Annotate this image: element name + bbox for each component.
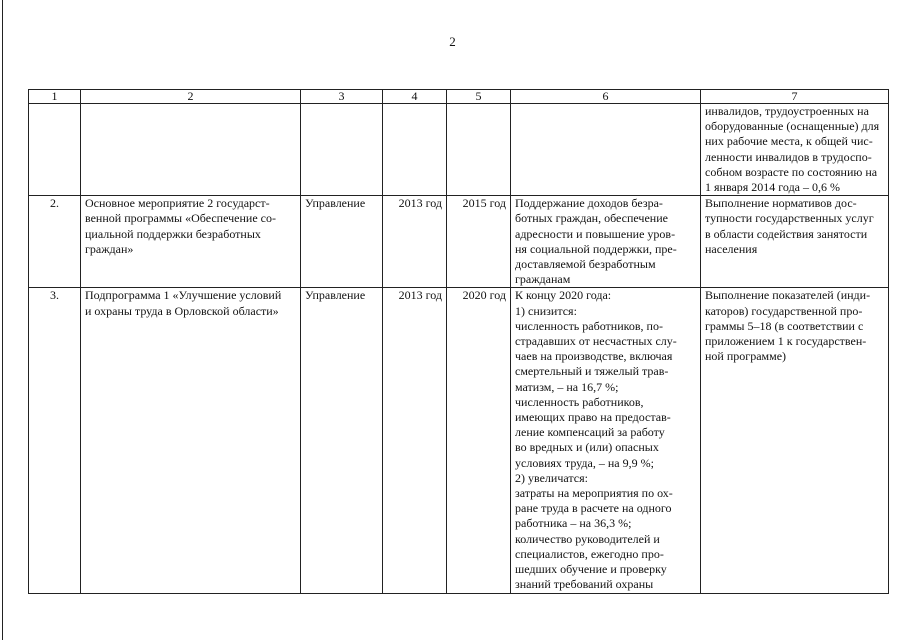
text-line: количество руководителей и <box>515 531 660 546</box>
text-line: затраты на мероприятия по ох- <box>515 486 673 501</box>
text-line: и охраны труда в Орловской области» <box>85 303 279 318</box>
text-line: доставляемой безработным <box>515 257 656 272</box>
text-line: смертельный и тяжелый трав- <box>515 364 669 379</box>
text-line: Подпрограмма 1 «Улучшение условий <box>85 288 282 303</box>
text-line: ленности инвалидов в трудоспо- <box>705 149 872 164</box>
header-col-4: 4 <box>383 90 447 104</box>
text-line: граммы 5–18 (в соответствии с <box>705 318 864 333</box>
text-line: Поддержание доходов безра- <box>515 196 663 211</box>
text-line: циальной поддержки безработных <box>85 226 261 241</box>
text-line: в области содействия занятости <box>705 226 868 241</box>
header-col-2: 2 <box>81 90 301 104</box>
text-line: собном возрасте по состоянию на <box>705 164 878 179</box>
table-header-row <box>29 90 889 104</box>
table-cell <box>447 104 511 196</box>
expected-result-cell <box>511 288 701 593</box>
table-cell <box>511 104 701 196</box>
page-edge-line <box>2 0 3 640</box>
text-line: населения <box>705 241 758 256</box>
row-number: 3. <box>29 288 81 593</box>
text-line: страдавших от несчастных слу- <box>515 334 677 349</box>
indicators-cell <box>701 196 889 288</box>
text-line: Выполнение показателей (инди- <box>705 288 871 303</box>
text-line: знаний требований охраны <box>515 577 654 592</box>
text-line: 1 января 2014 года – 0,6 % <box>705 180 840 195</box>
measure-name-cell <box>81 196 301 288</box>
text-line: Основное мероприятие 2 государст- <box>85 196 270 211</box>
text-line: адресности и повышение уров- <box>515 226 676 241</box>
text-line: во вредных и (или) опасных <box>515 440 659 455</box>
text-line: шедших обучение и проверку <box>515 562 667 577</box>
start-year-cell: 2013 год <box>383 288 447 593</box>
table-row-2 <box>29 196 889 288</box>
text-line: чаев на производстве, включая <box>515 349 673 364</box>
indicators-cell <box>701 288 889 593</box>
text-line: гражданам <box>515 272 571 287</box>
table-row-continuation <box>29 104 889 196</box>
expected-result-cell <box>511 196 701 288</box>
header-col-7: 7 <box>701 90 889 104</box>
text-line: условиях труда, – на 9,9 %; <box>515 455 654 470</box>
table-cell <box>29 104 81 196</box>
table-cell <box>383 104 447 196</box>
start-year-cell: 2013 год <box>383 196 447 288</box>
program-table <box>28 89 889 594</box>
executor-cell: Управление <box>301 288 383 593</box>
text-line: ня социальной поддержки, пре- <box>515 241 677 256</box>
text-line: 1) снизится: <box>515 303 577 318</box>
header-col-1: 1 <box>29 90 81 104</box>
table-cell <box>81 104 301 196</box>
text-line: венной программы «Обеспечение со- <box>85 211 276 226</box>
text-line: матизм, – на 16,7 %; <box>515 379 619 394</box>
text-line: ление компенсаций за работу <box>515 425 665 440</box>
header-col-6: 6 <box>511 90 701 104</box>
text-line: ботных граждан, обеспечение <box>515 211 668 226</box>
text-line: Выполнение нормативов дос- <box>705 196 857 211</box>
page-number: 2 <box>449 34 456 49</box>
header-col-5: 5 <box>447 90 511 104</box>
header-col-3: 3 <box>301 90 383 104</box>
text-line: имеющих право на предостав- <box>515 410 671 425</box>
continuation-indicators-cell <box>701 104 889 196</box>
text-line: них рабочие места, к общей чис- <box>705 134 873 149</box>
table-row-3 <box>29 288 889 593</box>
text-line: специалистов, ежегодно про- <box>515 546 664 561</box>
text-line: приложением 1 к государствен- <box>705 334 867 349</box>
table-cell <box>301 104 383 196</box>
text-line: ране труда в расчете на одного <box>515 501 672 516</box>
end-year-cell: 2015 год <box>447 196 511 288</box>
text-line: граждан» <box>85 241 134 256</box>
row-number: 2. <box>29 196 81 288</box>
text-line: численность работников, <box>515 394 644 409</box>
text-line: 2) увеличатся: <box>515 470 588 485</box>
text-line: инвалидов, трудоустроенных на <box>705 104 869 118</box>
measure-name-cell <box>81 288 301 593</box>
text-line: каторов) государственной про- <box>705 303 863 318</box>
executor-cell: Управление <box>301 196 383 288</box>
text-line: тупности государственных услуг <box>705 211 874 226</box>
end-year-cell: 2020 год <box>447 288 511 593</box>
text-line: оборудованные (оснащенные) для <box>705 119 880 134</box>
text-line: К концу 2020 года: <box>515 288 612 303</box>
text-line: работника – на 36,3 %; <box>515 516 632 531</box>
text-line: ной программе) <box>705 349 787 364</box>
text-line: численность работников, по- <box>515 318 663 333</box>
